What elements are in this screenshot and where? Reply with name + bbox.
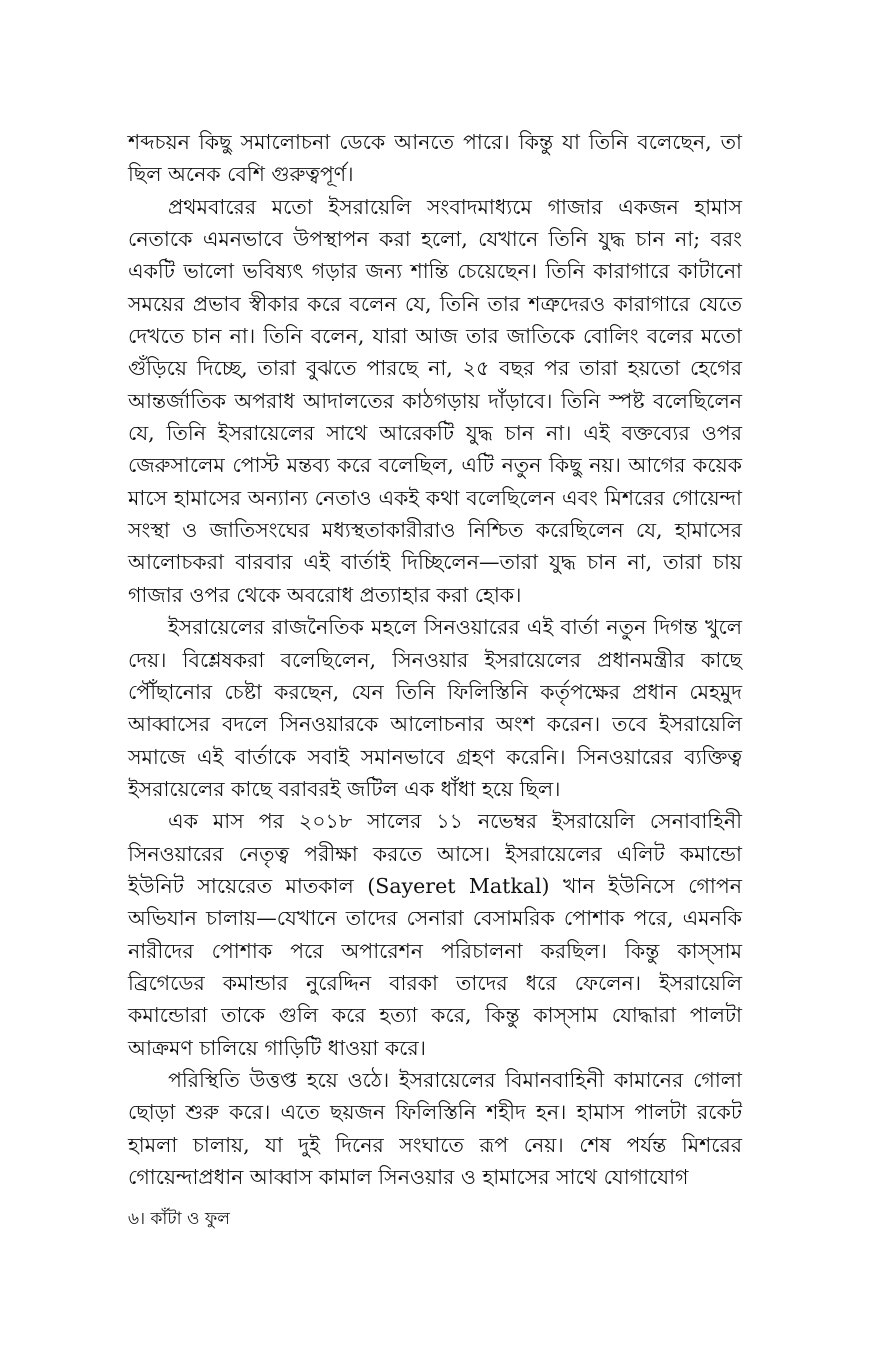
paragraph: প্রথমবারের মতো ইসরায়েলি সংবাদমাধ্যমে গাজার একজন হামাস নেতাকে এমনভাবে উপস্থাপন করা হলো, যেখানে তিনি যুদ্ধ চান না; বরং একটি ভালো ভবিষ্যৎ গড়ার জন্য শান্তি চেয়েছেন। তিনি কারাগারে কাটানো সময়ের প্রভাব স্বীকার করে বলেন যে, তিনি তার শত্রুদেরও কারাগারে যেতে দেখতে চান না। তিনি বলেন, যারা আজ তার জাতিকে বোলিং বলের মতো গুঁড়িয়ে দিচ্ছে, তারা বুঝতে পারছে না, ২৫ বছর পর তারা হয়তো হেগের আন্তর্জাতিক অপরাধ আদালতের কাঠগড়ায় দাঁড়াবে। তিনি স্পষ্ট বলেছিলেন যে, তিনি ইসরায়েলের সাথে আরেকটি যুদ্ধ চান না। এই বক্তব্যের ওপর জেরুসালেম পোস্ট মন্তব্য করে বলেছিল, এটি নতুন কিছু নয়। আগের কয়েক মাসে হামাসের অন্যান্য নেতাও একই কথা বলেছিলেন এবং মিশরের গোয়েন্দা সংস্থা ও জাতিসংঘের মধ্যস্থতাকারীরাও নিশ্চিত করেছিলেন যে, হামাসের আলোচকরা বারবার এই বার্তাই দিচ্ছিলেন—তারা যুদ্ধ চান না, তারা চায় গাজার ওপর থেকে অবরোধ প্রত্যাহার করা হোক। bbox=[128, 194, 742, 607]
paragraph: ইসরায়েলের রাজনৈতিক মহলে সিনওয়ারের এই বার্তা নতুন দিগন্ত খুলে দেয়। বিশ্লেষকরা বলেছিলেন, সিনওয়ার ইসরায়েলের প্রধানমন্ত্রীর কাছে পৌঁছানোর চেষ্টা করছেন, যেন তিনি ফিলিস্তিনি কর্তৃপক্ষের প্রধান মেহমুদ আব্বাসের বদলে সিনওয়ারকে আলোচনার অংশ করেন। তবে ইসরায়েলি সমাজে এই বার্তাকে সবাই সমানভাবে গ্রহণ করেনি। সিনওয়ারের ব্যক্তিত্ব ইসরায়েলের কাছে বরাবরই জটিল এক ধাঁধা হয়ে ছিল। bbox=[128, 615, 742, 801]
page-footer bbox=[128, 1207, 230, 1231]
page-number-label: ৬। কাঁটা ও ফুল bbox=[128, 1209, 230, 1229]
paragraph: পরিস্থিতি উত্তপ্ত হয়ে ওঠে। ইসরায়েলের বিমানবাহিনী কামানের গোলা ছোড়া শুরু করে। এতে ছয়জন ফিলিস্তিনি শহীদ হন। হামাস পালটা রকেট হামলা চালায়, যা দুই দিনের সংঘাতে রূপ নেয়। শেষ পর্যন্ত মিশরের গোয়েন্দাপ্রধান আব্বাস কামাল সিনওয়ার ও হামাসের সাথে যোগাযোগ bbox=[128, 1067, 742, 1189]
paragraph: শব্দচয়ন কিছু সমালোচনা ডেকে আনতে পারে। কিন্তু যা তিনি বলেছেন, তা ছিল অনেক বেশি গুরুত্বপূর্ণ। bbox=[128, 130, 742, 187]
body-text bbox=[128, 126, 742, 1193]
paragraph: এক মাস পর ২০১৮ সালের ১১ নভেম্বর ইসরায়েলি সেনাবাহিনী সিনওয়ারের নেতৃত্ব পরীক্ষা করতে আসে। ইসরায়েলের এলিট কমান্ডো ইউনিট সায়েরেত মাতকাল (Sayeret Matkal) খান ইউনিসে গোপন অভিযান চালায়—যেখানে তাদের সেনারা বেসামরিক পোশাক পরে, এমনকি নারীদের পোশাক পরে অপারেশন পরিচালনা করছিল। কিন্তু কাস্সাম ব্রিগেডের কমান্ডার নুরেদ্দিন বারকা তাদের ধরে ফেলেন। ইসরায়েলি কমান্ডোরা তাকে গুলি করে হত্যা করে, কিন্তু কাস্সাম যোদ্ধারা পালটা আক্রমণ চালিয়ে গাড়িটি ধাওয়া করে। bbox=[128, 809, 743, 1060]
